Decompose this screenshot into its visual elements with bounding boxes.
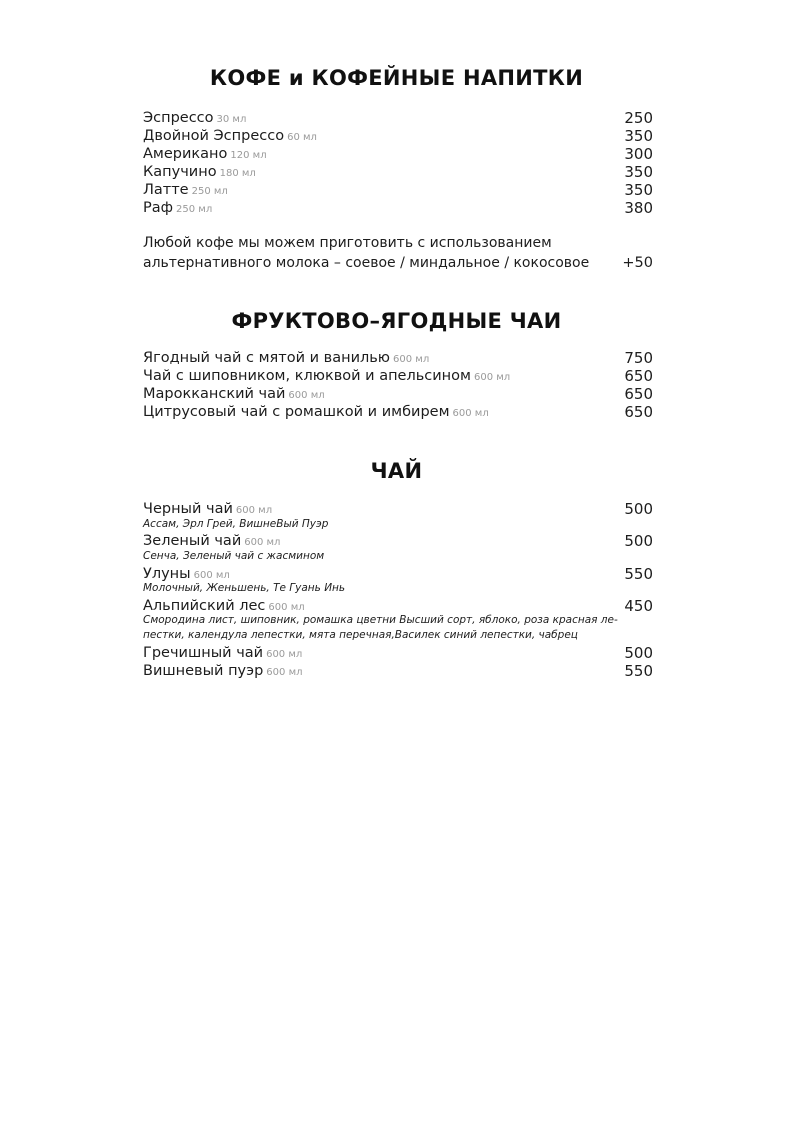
menu-item bbox=[143, 532, 653, 550]
item-name: Черный чай bbox=[143, 501, 233, 517]
section-title-tea: ЧАЙ bbox=[370, 459, 423, 483]
note-line: альтернативного молока – соевое / миндальное / кокосовое bbox=[143, 255, 590, 271]
item-volume: 600 мл bbox=[393, 354, 430, 365]
menu-item bbox=[143, 662, 653, 680]
item-name: Американо bbox=[143, 146, 228, 162]
item-name: Альпийский лес bbox=[143, 598, 266, 614]
item-description: Молочный, Женьшень, Те Гуань Инь bbox=[143, 582, 346, 594]
menu-item bbox=[143, 127, 653, 145]
item-name: Капучино bbox=[143, 164, 217, 180]
item-volume: 600 мл bbox=[266, 649, 303, 660]
item-price: 550 bbox=[624, 662, 653, 680]
item-volume: 600 мл bbox=[244, 537, 281, 548]
item-volume: 600 мл bbox=[193, 570, 230, 581]
item-description: Сенча, Зеленый чай с жасмином bbox=[143, 550, 325, 562]
section-title-coffee: КОФЕ и КОФЕЙНЫЕ НАПИТКИ bbox=[209, 66, 584, 90]
menu-item bbox=[143, 385, 653, 403]
item-price: 500 bbox=[624, 500, 653, 518]
item-name: Эспрессо bbox=[143, 110, 214, 126]
menu-item bbox=[143, 199, 653, 217]
item-price: 300 bbox=[624, 145, 653, 163]
item-volume: 600 мл bbox=[266, 667, 303, 678]
menu-item bbox=[143, 500, 653, 518]
item-volume: 600 мл bbox=[473, 372, 511, 383]
item-name: Улуны bbox=[143, 566, 191, 582]
item-volume: 250 мл bbox=[176, 204, 213, 215]
item-name: Зеленый чай bbox=[143, 533, 242, 549]
item-name: Двойной Эспрессо bbox=[143, 128, 285, 144]
note-line: Любой кофе мы можем приготовить с использованием bbox=[143, 235, 552, 251]
item-price: 500 bbox=[624, 644, 653, 662]
item-name: Раф bbox=[143, 200, 174, 216]
item-price: 650 bbox=[624, 385, 653, 403]
item-volume: 600 мл bbox=[268, 602, 305, 613]
item-name: Марокканский чай bbox=[143, 386, 286, 402]
item-volume: 600 мл bbox=[235, 505, 273, 516]
item-volume: 180 мл bbox=[219, 168, 256, 179]
item-volume: 600 мл bbox=[452, 408, 489, 419]
note-price: +50 bbox=[622, 255, 653, 271]
menu-item bbox=[143, 644, 653, 662]
item-description: Смородина лист, шиповник, ромашка цветни Высший сорт, яблоко, роза красная ле- bbox=[143, 614, 618, 626]
item-price: 250 bbox=[624, 109, 653, 127]
section-title-fruit-tea: ФРУКТОВО–ЯГОДНЫЕ ЧАИ bbox=[231, 309, 562, 333]
item-description: пестки, календула лепестки, мята перечная,Василек синий лепестки, чабрец bbox=[143, 629, 578, 641]
item-price: 650 bbox=[624, 367, 653, 385]
item-volume: 120 мл bbox=[230, 150, 267, 161]
item-volume: 60 мл bbox=[287, 132, 317, 143]
item-price: 650 bbox=[624, 403, 653, 421]
item-volume: 600 мл bbox=[288, 390, 325, 401]
item-name: Вишневый пуэр bbox=[143, 663, 264, 679]
item-name: Ягодный чай с мятой и ванилью bbox=[143, 350, 391, 366]
item-price: 380 bbox=[624, 199, 653, 217]
menu-item bbox=[143, 181, 653, 199]
menu-item bbox=[143, 109, 653, 127]
item-price: 550 bbox=[624, 565, 653, 583]
item-volume: 30 мл bbox=[216, 114, 247, 125]
item-description: Ассам, Эрл Грей, ВишнеВый Пуэр bbox=[143, 518, 329, 530]
item-name: Латте bbox=[143, 182, 189, 198]
item-price: 350 bbox=[624, 163, 653, 181]
menu-item bbox=[143, 163, 653, 181]
menu-item bbox=[143, 367, 653, 385]
item-name: Чай с шиповником, клюквой и апельсином bbox=[143, 368, 471, 384]
menu-item bbox=[143, 145, 653, 163]
item-price: 350 bbox=[624, 127, 653, 145]
item-name: Цитрусовый чай с ромашкой и имбирем bbox=[143, 404, 450, 420]
item-price: 500 bbox=[624, 532, 653, 550]
item-price: 350 bbox=[624, 181, 653, 199]
item-price: 450 bbox=[624, 597, 653, 615]
item-name: Гречишный чай bbox=[143, 645, 264, 661]
alt-milk-note bbox=[143, 233, 653, 273]
item-volume: 250 мл bbox=[191, 186, 228, 197]
menu-item bbox=[143, 349, 653, 367]
item-price: 750 bbox=[624, 349, 653, 367]
menu-item bbox=[143, 403, 653, 421]
